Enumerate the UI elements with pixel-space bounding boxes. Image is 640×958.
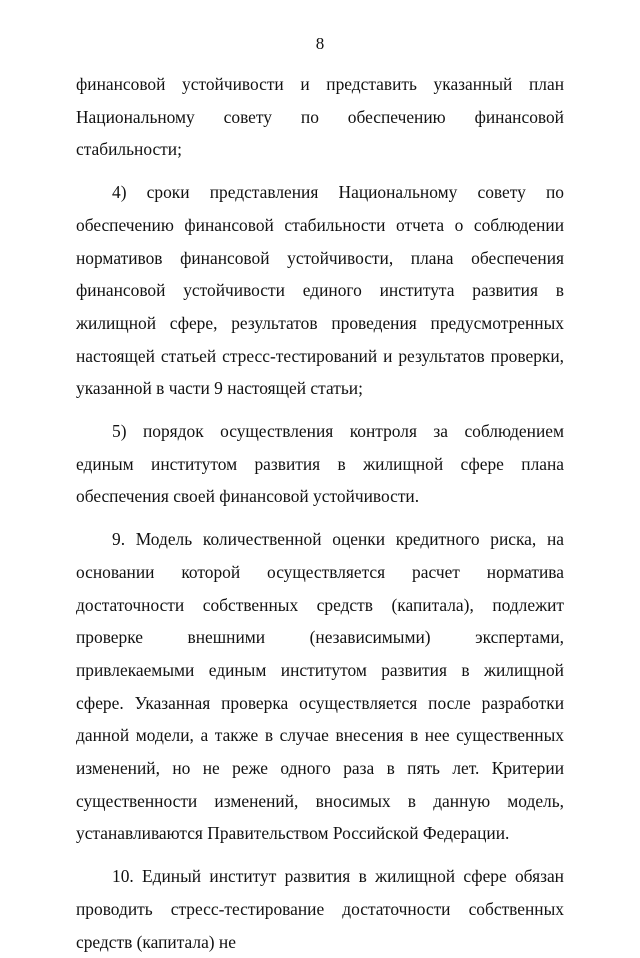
page-number: 8 xyxy=(315,34,325,53)
document-body xyxy=(76,68,564,958)
paragraph-item-5: 5) порядок осуществления контроля за соблюдением единым институтом развития в жилищной сфере плана обеспечения своей финансовой устойчивости. xyxy=(76,421,564,507)
paragraph-item-4: 4) сроки представления Национальному совету по обеспечению финансовой стабильности отчета о соблюдении нормативов финансовой устойчивости, плана обеспечения финансовой устойчивости единого института развития в жилищной сфере, результатов проведения предусмотренных настоящей статьей стресс-тестирований и результатов проверки, указанной в части 9 настоящей статьи; xyxy=(76,182,564,399)
paragraph-part-9: 9. Модель количественной оценки кредитного риска, на основании которой осуществляется расчет норматива достаточности собственных средств (капитала), подлежит проверке внешними (независимыми) экспертами, привлекаемыми единым институтом развития в жилищной сфере. Указанная проверка осуществляется после разработки данной модели, а также в случае внесения в нее существенных изменений, но не реже одного раза в пять лет. Критерии существенности изменений, вносимых в данную модель, устанавливаются Правительством Российской Федерации. xyxy=(76,529,564,844)
paragraph-continuation: финансовой устойчивости и представить указанный план Национальному совету по обеспечению финансовой стабильности; xyxy=(76,74,564,160)
paragraph-part-10: 10. Единый институт развития в жилищной сфере обязан проводить стресс-тестирование достаточности собственных средств (капитала) не xyxy=(76,866,564,952)
